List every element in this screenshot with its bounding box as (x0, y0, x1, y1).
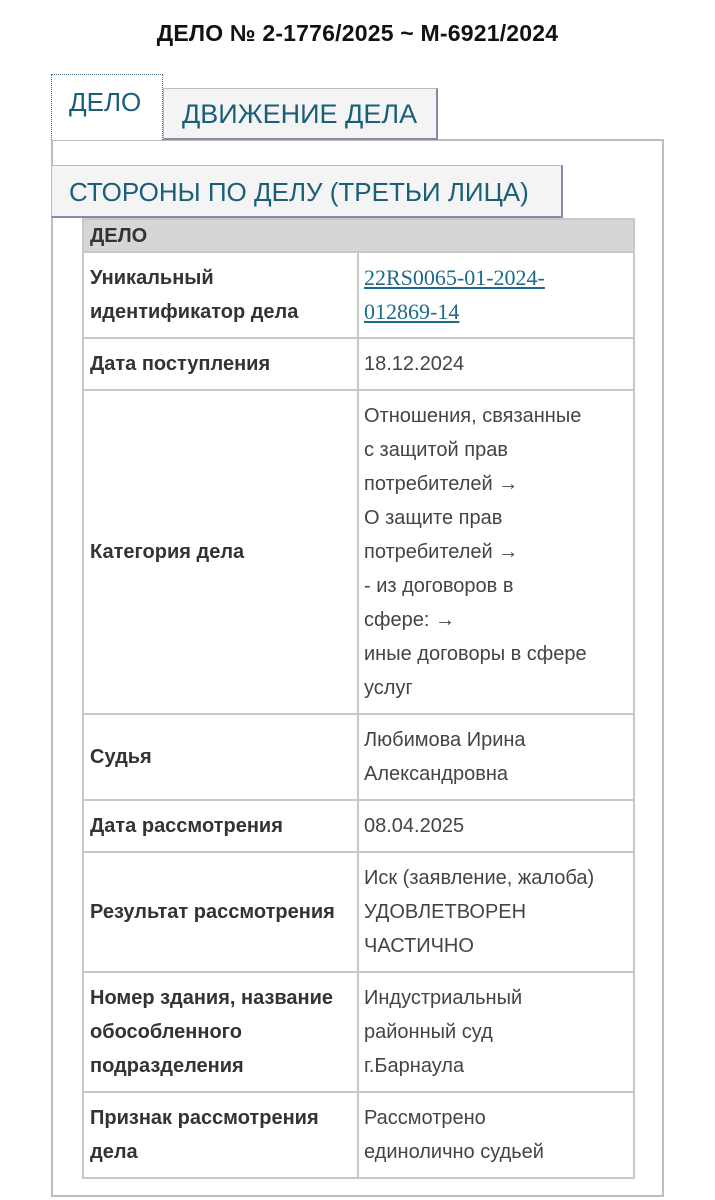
judge-label: Судья (83, 714, 358, 800)
category-line: сфере: → (364, 609, 455, 631)
building-label: Номер здания, название обособленного подразделения (83, 972, 358, 1092)
uid-link[interactable] (364, 261, 627, 329)
result-label: Результат рассмотрения (83, 852, 358, 972)
date-received-value: 18.12.2024 (358, 338, 634, 390)
judge-name-line: Любимова Ирина (364, 729, 526, 751)
category-line: О защите прав (364, 507, 503, 529)
date-reviewed-label: Дата рассмотрения (83, 800, 358, 852)
category-label: Категория дела (83, 390, 358, 714)
uid-link-line2: 012869-14 (364, 299, 460, 324)
category-line: потребителей → (364, 473, 519, 495)
table-section-header (83, 219, 634, 252)
uid-label: Уникальный идентификатор дела (83, 252, 358, 338)
category-line: услуг (364, 677, 413, 699)
table-row-category (83, 390, 634, 714)
result-line: ЧАСТИЧНО (364, 935, 474, 957)
review-sign-line: Рассмотрено (364, 1107, 486, 1129)
table-row-date-received (83, 338, 634, 390)
category-line: иные договоры в сфере (364, 643, 587, 665)
result-line: Иск (заявление, жалоба) (364, 867, 595, 889)
table-row-uid (83, 252, 634, 338)
building-value (358, 972, 634, 1092)
category-line: с защитой прав (364, 439, 508, 461)
table-row-building (83, 972, 634, 1092)
uid-link-line1: 22RS0065-01-2024- (364, 265, 545, 290)
category-value (358, 390, 634, 714)
uid-value-cell (358, 252, 634, 338)
date-reviewed-value: 08.04.2025 (358, 800, 634, 852)
case-info-table (82, 218, 635, 1179)
review-sign-line: единолично судьей (364, 1141, 544, 1163)
date-received-label: Дата поступления (83, 338, 358, 390)
category-line: Отношения, связанные (364, 405, 582, 427)
result-value (358, 852, 634, 972)
table-row-judge (83, 714, 634, 800)
category-line: потребителей → (364, 541, 519, 563)
table-row-date-reviewed (83, 800, 634, 852)
table-row-review-sign (83, 1092, 634, 1178)
review-sign-label: Признак рассмотрения дела (83, 1092, 358, 1178)
table-row-result (83, 852, 634, 972)
tab-parties[interactable]: СТОРОНЫ ПО ДЕЛУ (ТРЕТЬИ ЛИЦА) (51, 165, 563, 218)
review-sign-value (358, 1092, 634, 1178)
category-line: - из договоров в (364, 575, 514, 597)
judge-name-line: Александровна (364, 763, 508, 785)
building-line: г.Барнаула (364, 1055, 465, 1077)
tab-case[interactable]: ДЕЛО (51, 74, 163, 140)
building-line: районный суд (364, 1021, 493, 1043)
section-title: ДЕЛО (83, 219, 634, 252)
judge-value (358, 714, 634, 800)
tab-case-movement[interactable]: ДВИЖЕНИЕ ДЕЛА (163, 88, 438, 140)
result-line: УДОВЛЕТВОРЕН (364, 901, 527, 923)
page-title: ДЕЛО № 2-1776/2025 ~ М-6921/2024 (156, 20, 559, 46)
building-line: Индустриальный (364, 987, 523, 1009)
